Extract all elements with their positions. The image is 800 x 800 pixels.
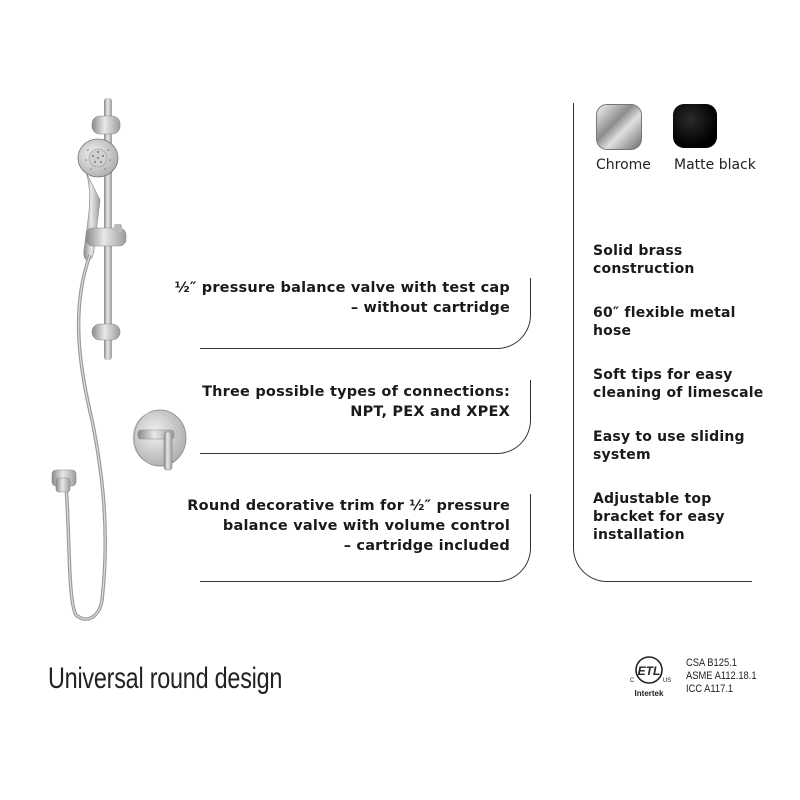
standard: CSA B125.1 <box>686 657 737 669</box>
bottom-bracket <box>92 324 120 340</box>
feature-line: NPT, PEX and XPEX <box>350 404 510 420</box>
page-title: Universal round design <box>48 662 283 695</box>
shower-kit-illustration <box>30 80 220 640</box>
spec-line: construction <box>593 261 695 277</box>
feature-trim <box>187 496 510 556</box>
etl-us-mark: US <box>662 678 672 684</box>
spec-line: system <box>593 447 651 463</box>
etl-c-mark: C <box>629 678 635 684</box>
spec-line: hose <box>593 323 632 339</box>
spec-line: bracket for easy <box>593 509 725 525</box>
spec-line: Adjustable top <box>593 491 712 507</box>
spec-line: installation <box>593 527 685 543</box>
feature-line: – without cartridge <box>350 300 510 316</box>
certification-standards <box>686 657 757 696</box>
chrome-swatch[interactable] <box>596 104 642 150</box>
standard: ASME A112.18.1 <box>686 670 757 682</box>
spec-line: cleaning of limescale <box>593 385 764 401</box>
spec-item <box>593 366 773 402</box>
matte-black-swatch[interactable] <box>673 104 717 148</box>
spec-item <box>593 304 773 340</box>
spec-line: Easy to use sliding <box>593 429 745 445</box>
chrome-label: Chrome <box>596 157 651 173</box>
spec-line: Solid brass <box>593 243 683 259</box>
spec-line: Soft tips for easy <box>593 367 733 383</box>
feature-line: ½″ pressure balance valve with test cap <box>174 280 510 296</box>
feature-line: Three possible types of connections: <box>202 384 510 400</box>
spec-line: 60″ flexible metal <box>593 305 736 321</box>
spec-item <box>593 490 773 544</box>
spec-item <box>593 428 773 464</box>
feature-line: Round decorative trim for ½″ pressure <box>187 498 510 514</box>
hose <box>66 255 105 619</box>
top-bracket <box>92 116 120 134</box>
feature-line: – cartridge included <box>343 538 510 554</box>
spec-item <box>593 242 773 278</box>
feature-line: balance valve with volume control <box>222 518 510 534</box>
etl-issuer: Intertek <box>634 689 664 698</box>
etl-mark: ETL <box>637 664 661 678</box>
wall-elbow-icon <box>52 470 76 492</box>
matte-black-label: Matte black <box>674 157 756 173</box>
feature-connections <box>202 382 510 422</box>
etl-certification-icon <box>618 652 680 700</box>
valve-trim-icon <box>133 410 186 470</box>
feature-valve <box>175 278 510 318</box>
standard: ICC A117.1 <box>686 683 734 695</box>
